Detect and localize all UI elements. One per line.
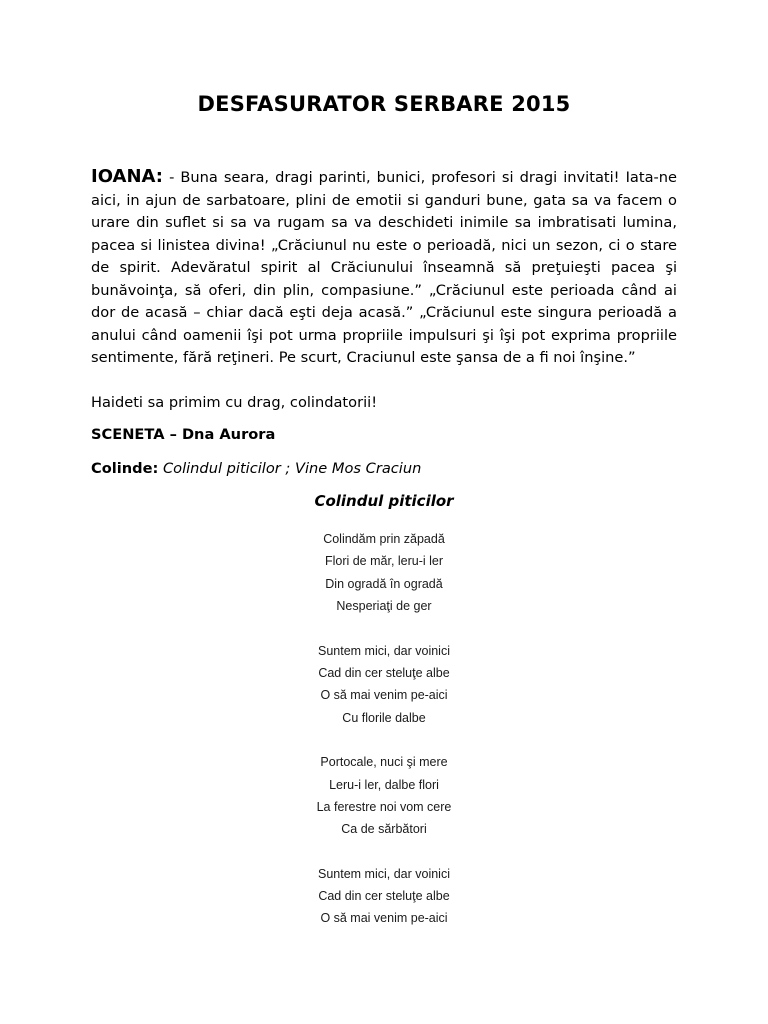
verse-line: Flori de măr, leru-i ler [324, 554, 444, 569]
song-verses [0, 528, 768, 952]
sceneta-heading: SCENETA – Dna Aurora [91, 426, 276, 443]
verse-line: Cad din cer steluţe albe [318, 665, 450, 680]
verse [0, 751, 768, 841]
verse-line: Cu florile dalbe [342, 710, 426, 725]
invitation-line: Haideti sa primim cu drag, colindatorii! [91, 394, 378, 411]
document-title: DESFASURATOR SERBARE 2015 [197, 92, 571, 116]
speaker-name: IOANA: [91, 166, 163, 187]
verse [0, 640, 768, 730]
song-title: Colindul piticilor [314, 492, 454, 510]
verse-line: Cad din cer steluţe albe [318, 889, 450, 904]
intro-text: - Buna seara, dragi parinti, bunici, profesori si dragi invitati! Iata-ne aici, in ajun de sarbatoare, plini de emotii si ganduri bune, gata sa va facem o urare din suflet si sa va rugam sa va deschideti inimile sa imbratisati lumina, pacea si linistea divina! „Crăciunul nu este o perioadă, nici un sezon, ci o stare de spirit. Adevăratul spirit al Crăciunului înseamnă să preţuieşti pacea şi bunăvoinţa, să oferi, din plin, compasiune.” „Crăciunul este perioada când ai dor de acasă – chiar dacă eşti deja acasă.” „Crăciunul este singura perioadă a anului când oamenii îşi pot urma propriile impulsuri şi îşi pot exprima propriile sentimente, fără reţineri. Pe scurt, Craciunul este şansa de a fi noi înşine.” [91, 169, 678, 366]
verse-line: Nesperiaţi de ger [336, 599, 432, 614]
colinde-line [91, 460, 421, 477]
verse-line: Portocale, nuci şi mere [320, 755, 448, 770]
verse-line: Suntem mici, dar voinici [318, 643, 450, 658]
colinde-items: Colindul piticilor ; Vine Mos Craciun [162, 460, 422, 477]
intro-paragraph [91, 166, 677, 370]
colinde-label: Colinde: [91, 460, 159, 477]
verse-line: O să mai venim pe-aici [320, 911, 448, 926]
verse-line: O să mai venim pe-aici [320, 688, 448, 703]
verse-line: Din ogradă în ogradă [325, 576, 443, 591]
verse [0, 528, 768, 618]
verse-line: Suntem mici, dar voinici [318, 866, 450, 881]
verse [0, 863, 768, 930]
verse-line: Ca de sărbători [341, 822, 427, 837]
verse-line: Leru-i ler, dalbe flori [329, 777, 439, 792]
verse-line: Colindăm prin zăpadă [323, 532, 445, 546]
verse-line: La ferestre noi vom cere [316, 799, 452, 814]
